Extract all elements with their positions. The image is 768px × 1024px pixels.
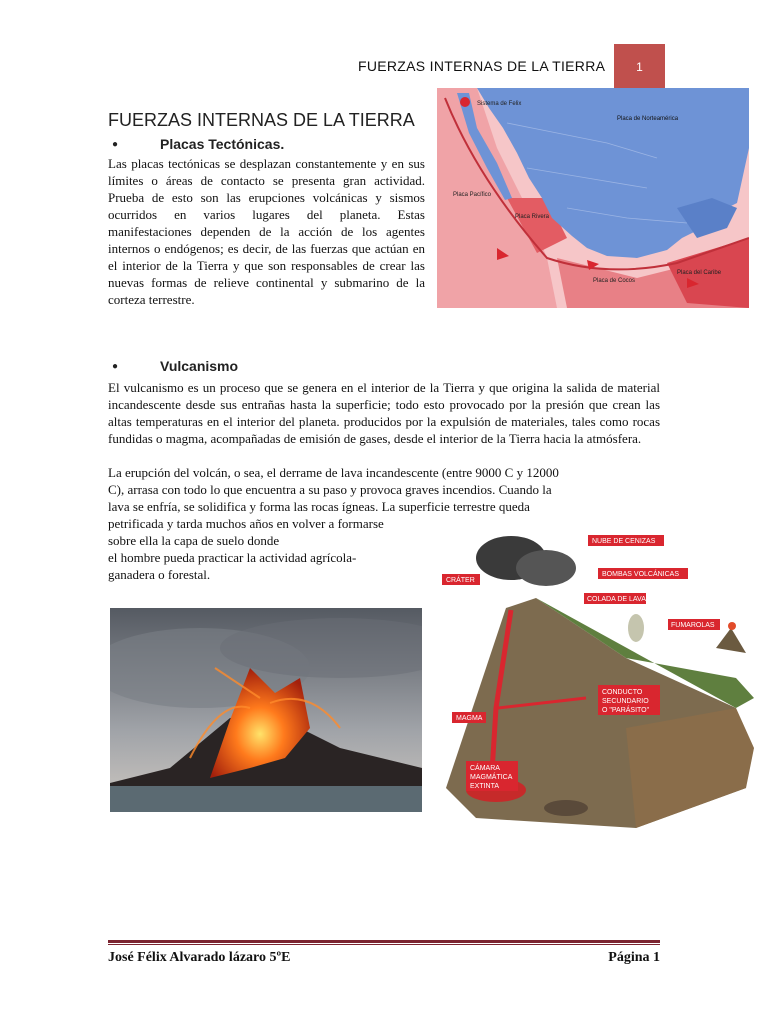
map-label-felix: Sistema de Felix (477, 101, 522, 107)
diagram-label-crater (442, 574, 480, 585)
erupcion-line: petrificada y tarda muchos años en volver a formarse (108, 516, 384, 531)
svg-text:CONDUCTO: CONDUCTO (602, 689, 643, 696)
footer-divider-thin (108, 944, 660, 945)
page-number-badge: 1 (614, 44, 665, 90)
svg-text:CÁMARA: CÁMARA (470, 765, 500, 772)
diagram-label-conducto (598, 685, 660, 715)
heading-text: Placas Tectónicas. (160, 136, 285, 152)
map-label-pacific: Placa Pacífico (453, 192, 492, 198)
map-label-cocos: Placa de Cocos (593, 278, 636, 284)
footer-author: José Félix Alvarado lázaro 5ºE (108, 950, 291, 965)
diagram-label-colada (584, 593, 646, 604)
diagram-label-nube (588, 535, 664, 546)
tectonic-plates-map (437, 88, 749, 308)
header-title: FUERZAS INTERNAS DE LA TIERRA (358, 58, 606, 74)
svg-text:MAGMA: MAGMA (456, 715, 483, 722)
heading-text: Vulcanismo (160, 358, 239, 374)
section-heading-placas (112, 136, 284, 152)
vulcanismo-paragraph: El vulcanismo es un proceso que se genera en el interior de la Tierra y que origina la salida de material incandescente desde sus entrañas hasta la superficie; todo esto provocado por la presión que crean las altas temperaturas en el interior del planeta. producidos por la expulsión de materiales, tales como rocas fundidas o magma, acompañadas de emisión de gases, desde el interior de la Tierra hacia la atmósfera. (108, 380, 660, 446)
bullet-icon: ● (112, 361, 119, 372)
map-label-north-america: Placa de Norteamérica (617, 116, 679, 122)
footer-divider (108, 940, 660, 943)
fumarole-smoke (628, 614, 644, 642)
diagram-label-bombas (598, 568, 688, 579)
extinct-chamber (544, 800, 588, 816)
bullet-icon: ● (112, 139, 119, 150)
erupcion-line: lava se enfría, se solidifica y forma las rocas ígneas. La superficie terrestre queda (108, 499, 530, 514)
svg-text:MAGMÁTICA: MAGMÁTICA (470, 774, 513, 781)
volcano-eruption-photo (110, 608, 422, 812)
svg-text:CRÁTER: CRÁTER (446, 577, 475, 584)
svg-text:O "PARÁSITO": O "PARÁSITO" (602, 707, 650, 714)
volcano-structure-diagram (436, 528, 754, 828)
small-lava-icon (728, 622, 736, 630)
svg-text:NUBE DE CENIZAS: NUBE DE CENIZAS (592, 538, 656, 545)
diagram-label-magma (452, 712, 486, 723)
svg-text:SECUNDARIO: SECUNDARIO (602, 698, 649, 705)
erupcion-line: La erupción del volcán, o sea, el derrame de lava incandescente (entre 9000 C y 12000 (108, 465, 559, 480)
erupcion-line: sobre ella la capa de suelo donde (108, 533, 280, 548)
map-label-rivera: Placa Rivera (515, 214, 550, 220)
svg-text:EXTINTA: EXTINTA (470, 783, 500, 790)
diagram-label-camara (466, 761, 518, 791)
document-title: FUERZAS INTERNAS DE LA TIERRA (108, 110, 415, 130)
photo-sea (110, 786, 422, 812)
ash-cloud (516, 550, 576, 586)
placas-paragraph: Las placas tectónicas se desplazan constantemente y en sus límites o áreas de contacto se presenta gran actividad. Prueba de esto son las erupciones volcánicas y sismos ocurridos en varios lugares del planeta. Estas manifestaciones dependen de la acción de los agentes internos o endógenos; es decir, de las fuerzas que actúan en el interior de la Tierra y que son responsables de crear las nuevas formas de relieve continental y submarino de la corteza terrestre. (108, 156, 425, 307)
felix-marker (460, 97, 470, 107)
svg-text:COLADA DE LAVA: COLADA DE LAVA (587, 596, 646, 603)
erupcion-line: el hombre pueda practicar la actividad agrícola- (108, 550, 357, 565)
svg-text:FUMAROLAS: FUMAROLAS (671, 622, 715, 629)
erupcion-line: ganadera o forestal. (108, 567, 211, 582)
section-heading-vulcanismo (112, 358, 238, 374)
svg-text:BOMBAS VOLCÁNICAS: BOMBAS VOLCÁNICAS (602, 571, 680, 578)
diagram-label-fumarolas (668, 619, 720, 630)
erupcion-line: C), arrasa con todo lo que encuentra a su paso y provoca graves incendios. Cuando la (108, 482, 552, 497)
map-label-caribe: Placa del Caribe (677, 270, 722, 276)
footer-page: Página 1 (608, 950, 660, 965)
